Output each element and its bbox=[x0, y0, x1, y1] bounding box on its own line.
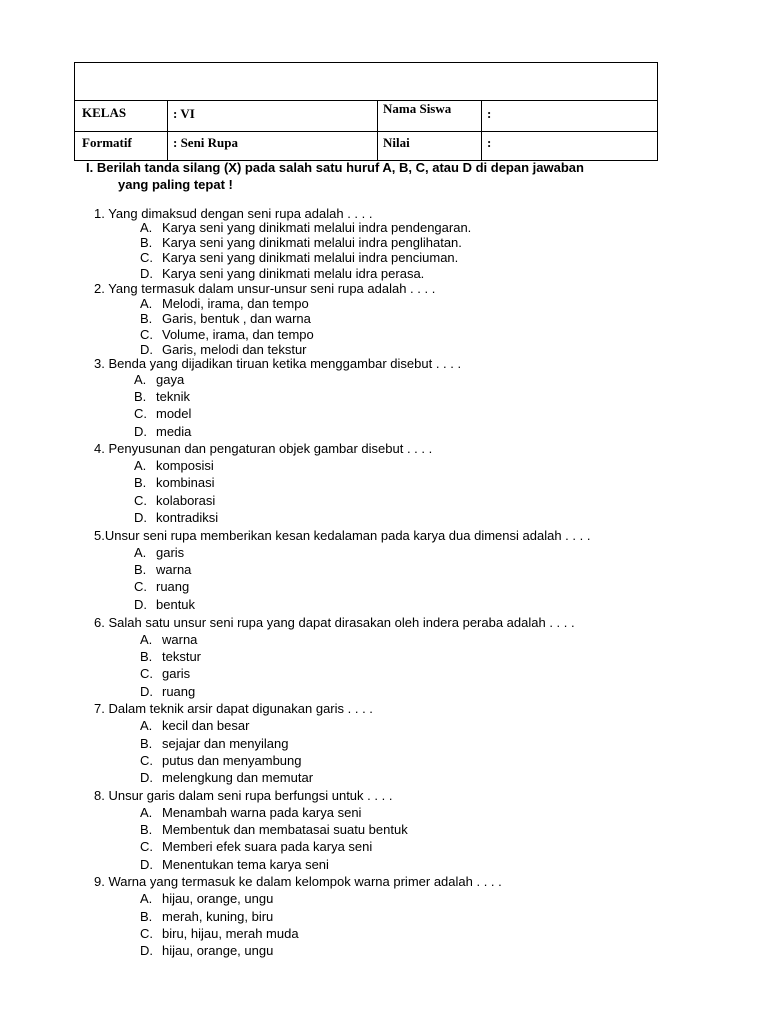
option-text: putus dan menyambung bbox=[162, 753, 302, 768]
question-9-option-a[interactable] bbox=[140, 891, 273, 906]
formatif-value: : Seni Rupa bbox=[173, 135, 239, 150]
option-text: garis bbox=[156, 545, 185, 560]
question-1: 1. Yang dimaksud dengan seni rupa adalah . . . . bbox=[94, 206, 373, 221]
option-key: D. bbox=[134, 510, 147, 525]
option-text: gaya bbox=[156, 372, 185, 387]
option-text: Karya seni yang dinikmati melalu idra perasa. bbox=[162, 266, 425, 281]
question-2: 2. Yang termasuk dalam unsur-unsur seni rupa adalah . . . . bbox=[94, 281, 436, 296]
option-text: Karya seni yang dinikmati melalui indra penciuman. bbox=[162, 250, 459, 265]
option-key: A. bbox=[134, 372, 147, 387]
nama-siswa-field[interactable]: : bbox=[487, 106, 492, 121]
question-3-option-a[interactable] bbox=[134, 372, 184, 387]
question-6-option-c[interactable] bbox=[140, 666, 190, 681]
option-text: Volume, irama, dan tempo bbox=[162, 327, 314, 342]
question-5-option-c[interactable] bbox=[134, 579, 189, 594]
option-key: C. bbox=[140, 926, 153, 941]
question-9-option-c[interactable] bbox=[140, 926, 299, 941]
option-key: C. bbox=[140, 839, 153, 854]
option-text: Memberi efek suara pada karya seni bbox=[162, 839, 373, 854]
option-text: Melodi, irama, dan tempo bbox=[162, 296, 309, 311]
option-text: warna bbox=[156, 562, 192, 577]
nilai-field[interactable]: : bbox=[487, 135, 492, 150]
option-key: A. bbox=[134, 545, 147, 560]
option-text: ruang bbox=[162, 684, 196, 699]
option-key: B. bbox=[140, 909, 153, 924]
option-key: A. bbox=[140, 805, 153, 820]
question-2-option-a[interactable] bbox=[140, 296, 309, 311]
question-1-option-a[interactable] bbox=[140, 220, 471, 235]
question-9-option-d[interactable] bbox=[140, 943, 273, 958]
question-7-option-d[interactable] bbox=[140, 770, 313, 785]
option-key: C. bbox=[140, 666, 153, 681]
option-text: melengkung dan memutar bbox=[162, 770, 314, 785]
question-3-option-c[interactable] bbox=[134, 406, 191, 421]
question-1-option-d[interactable] bbox=[140, 266, 424, 281]
question-3-option-b[interactable] bbox=[134, 389, 190, 404]
option-text: Karya seni yang dinikmati melalui indra pendengaran. bbox=[162, 220, 472, 235]
header-table bbox=[74, 62, 658, 161]
option-text: hijau, orange, ungu bbox=[162, 943, 274, 958]
question-7: 7. Dalam teknik arsir dapat digunakan garis . . . . bbox=[94, 701, 373, 716]
option-key: D. bbox=[134, 424, 147, 439]
option-key: A. bbox=[140, 718, 153, 733]
question-9-option-b[interactable] bbox=[140, 909, 273, 924]
option-text: sejajar dan menyilang bbox=[162, 736, 289, 751]
option-text: garis bbox=[162, 666, 191, 681]
option-key: A. bbox=[140, 220, 153, 235]
kelas-label: KELAS bbox=[82, 105, 127, 120]
question-5-option-d[interactable] bbox=[134, 597, 195, 612]
option-text: teknik bbox=[156, 389, 190, 404]
table-divider bbox=[75, 131, 657, 132]
option-text: bentuk bbox=[156, 597, 196, 612]
option-text: media bbox=[156, 424, 192, 439]
question-8-option-d[interactable] bbox=[140, 857, 329, 872]
option-key: D. bbox=[140, 684, 153, 699]
option-text: kombinasi bbox=[156, 475, 215, 490]
option-key: B. bbox=[134, 475, 147, 490]
option-key: D. bbox=[134, 597, 147, 612]
option-text: tekstur bbox=[162, 649, 202, 664]
kelas-value: : VI bbox=[173, 106, 195, 121]
question-5-option-b[interactable] bbox=[134, 562, 191, 577]
option-key: C. bbox=[134, 579, 147, 594]
question-7-option-b[interactable] bbox=[140, 736, 288, 751]
question-8-option-c[interactable] bbox=[140, 839, 372, 854]
table-divider bbox=[481, 100, 482, 160]
option-key: D. bbox=[140, 857, 153, 872]
option-key: B. bbox=[140, 822, 153, 837]
question-1-option-c[interactable] bbox=[140, 250, 458, 265]
question-2-option-b[interactable] bbox=[140, 311, 311, 326]
question-7-option-a[interactable] bbox=[140, 718, 249, 733]
question-4-option-a[interactable] bbox=[134, 458, 214, 473]
question-4-option-c[interactable] bbox=[134, 493, 215, 508]
option-text: kolaborasi bbox=[156, 493, 216, 508]
table-divider bbox=[167, 100, 168, 160]
option-text: kecil dan besar bbox=[162, 718, 250, 733]
option-text: merah, kuning, biru bbox=[162, 909, 274, 924]
table-divider bbox=[377, 100, 378, 160]
option-text: warna bbox=[162, 632, 198, 647]
question-5-option-a[interactable] bbox=[134, 545, 184, 560]
option-key: D. bbox=[140, 770, 153, 785]
question-6-option-b[interactable] bbox=[140, 649, 201, 664]
option-text: Garis, melodi dan tekstur bbox=[162, 342, 307, 357]
question-1-option-b[interactable] bbox=[140, 235, 462, 250]
option-key: B. bbox=[134, 389, 147, 404]
option-key: B. bbox=[134, 562, 147, 577]
question-7-option-c[interactable] bbox=[140, 753, 301, 768]
option-key: C. bbox=[140, 753, 153, 768]
nama-siswa-label: Nama Siswa bbox=[383, 101, 452, 116]
question-3: 3. Benda yang dijadikan tiruan ketika menggambar disebut . . . . bbox=[94, 356, 462, 371]
option-text: hijau, orange, ungu bbox=[162, 891, 274, 906]
instruction bbox=[86, 159, 698, 193]
option-text: kontradiksi bbox=[156, 510, 219, 525]
option-key: B. bbox=[140, 311, 153, 326]
nilai-label: Nilai bbox=[383, 135, 410, 150]
option-key: A. bbox=[134, 458, 147, 473]
instruction-line-1: I. Berilah tanda silang (X) pada salah satu huruf A, B, C, atau D di depan jawaban bbox=[86, 160, 584, 175]
option-key: C. bbox=[140, 250, 153, 265]
formatif-label: Formatif bbox=[82, 135, 132, 150]
question-5: 5.Unsur seni rupa memberikan kesan kedalaman pada karya dua dimensi adalah . . . . bbox=[94, 528, 591, 543]
option-key: B. bbox=[140, 235, 153, 250]
question-8-option-a[interactable] bbox=[140, 805, 361, 820]
option-key: C. bbox=[134, 493, 147, 508]
option-text: komposisi bbox=[156, 458, 214, 473]
option-text: Karya seni yang dinikmati melalui indra penglihatan. bbox=[162, 235, 462, 250]
option-key: D. bbox=[140, 943, 153, 958]
question-6-option-a[interactable] bbox=[140, 632, 197, 647]
option-key: A. bbox=[140, 632, 153, 647]
question-8-option-b[interactable] bbox=[140, 822, 408, 837]
option-text: Membentuk dan membatasai suatu bentuk bbox=[162, 822, 408, 837]
question-6-option-d[interactable] bbox=[140, 684, 195, 699]
question-2-option-d[interactable] bbox=[140, 342, 307, 357]
option-key: A. bbox=[140, 296, 153, 311]
option-text: ruang bbox=[156, 579, 190, 594]
question-4-option-d[interactable] bbox=[134, 510, 218, 525]
option-key: C. bbox=[134, 406, 147, 421]
question-4-option-b[interactable] bbox=[134, 475, 215, 490]
option-key: B. bbox=[140, 649, 153, 664]
option-text: model bbox=[156, 406, 192, 421]
question-8: 8. Unsur garis dalam seni rupa berfungsi untuk . . . . bbox=[94, 788, 393, 803]
option-text: Menentukan tema karya seni bbox=[162, 857, 329, 872]
question-2-option-c[interactable] bbox=[140, 327, 314, 342]
option-key: C. bbox=[140, 327, 153, 342]
option-key: D. bbox=[140, 266, 153, 281]
option-text: biru, hijau, merah muda bbox=[162, 926, 299, 941]
question-9: 9. Warna yang termasuk ke dalam kelompok warna primer adalah . . . . bbox=[94, 874, 502, 889]
option-key: D. bbox=[140, 342, 153, 357]
option-key: A. bbox=[140, 891, 153, 906]
question-3-option-d[interactable] bbox=[134, 424, 191, 439]
option-text: Garis, bentuk , dan warna bbox=[162, 311, 311, 326]
question-4: 4. Penyusunan dan pengaturan objek gambar disebut . . . . bbox=[94, 441, 433, 456]
instruction-line-2: yang paling tepat ! bbox=[118, 177, 233, 192]
option-text: Menambah warna pada karya seni bbox=[162, 805, 362, 820]
table-divider bbox=[75, 100, 657, 101]
option-key: B. bbox=[140, 736, 153, 751]
question-6: 6. Salah satu unsur seni rupa yang dapat dirasakan oleh indera peraba adalah . . . . bbox=[94, 615, 575, 630]
